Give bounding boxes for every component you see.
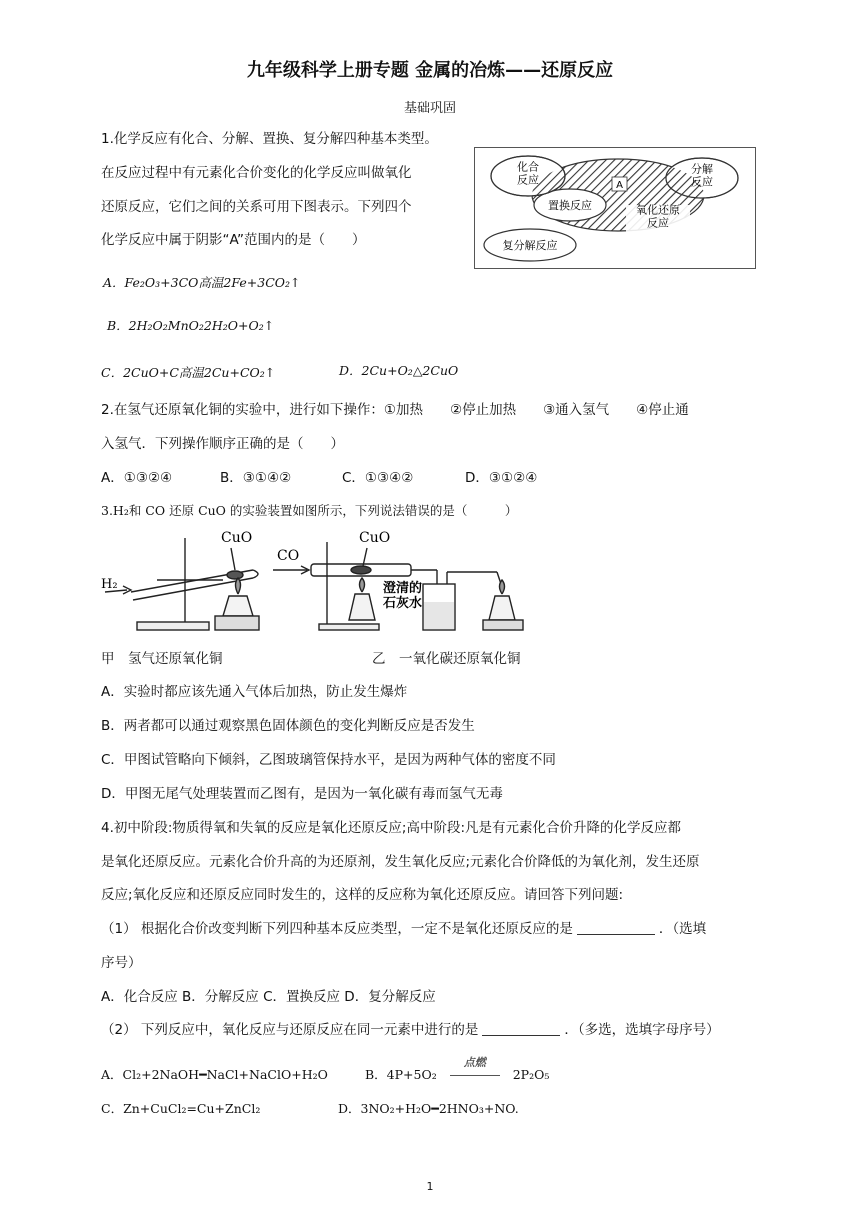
fig-label-h2: H₂ bbox=[101, 577, 118, 592]
section-subtitle: 基础巩固 bbox=[403, 101, 456, 116]
q1-option-d: D．2Cu+O₂△2CuO bbox=[339, 363, 459, 378]
q4-sub1-line bbox=[101, 920, 706, 938]
fig-label-co: CO bbox=[277, 548, 300, 564]
q4-sub2-tail: ．（多选，选填字母序号） bbox=[564, 1022, 720, 1038]
fig-label-cuo-1: CuO bbox=[221, 530, 253, 546]
q4-reaction-b-left: B．4P+5O₂ bbox=[365, 1067, 437, 1082]
fig-label-limewater: 澄清的石灰水 bbox=[383, 581, 423, 612]
q1-option-c: C．2CuO+C高温2Cu+CO₂↑ bbox=[101, 365, 276, 380]
q2-option-c: C．①③④② bbox=[342, 470, 414, 486]
diagram-label-zhihuan: 置换反应 bbox=[548, 199, 592, 212]
q3-option-d: D．甲图无尾气处理装置而乙图有，是因为一氧化碳有毒而氢气无毒 bbox=[101, 786, 503, 802]
q1-stem-line-4: 化学反应中属于阴影“A”范围内的是（ ） bbox=[101, 232, 366, 248]
q4-sub1-options: A．化合反应 B．分解反应 C．置换反应 D．复分解反应 bbox=[101, 989, 436, 1005]
q2-stem-line-1: 2.在氢气还原氧化铜的实验中，进行如下操作：①加热 ②停止加热 ③通入氢气 ④停止通 bbox=[101, 402, 689, 418]
q4-sub2-answer-blank[interactable] bbox=[482, 1022, 560, 1036]
q4-sub1-tail: ．（选填 bbox=[658, 921, 707, 937]
q3-option-c: C．甲图试管略向下倾斜，乙图玻璃管保持水平，是因为两种气体的密度不同 bbox=[101, 752, 556, 768]
q2-option-a: A．①③②④ bbox=[101, 470, 173, 486]
q1-option-b: B．2H₂O₂MnO₂2H₂O+O₂↑ bbox=[107, 318, 275, 333]
q4-sub1-text: （1） 根据化合价改变判断下列四种基本反应类型，一定不是氧化还原反应的是 bbox=[101, 921, 573, 937]
q4-reaction-c: C．Zn+CuCl₂=Cu+ZnCl₂ bbox=[101, 1101, 261, 1116]
q1-stem-line-3: 还原反应，它们之间的关系可用下图表示。下列四个 bbox=[101, 199, 412, 215]
q4-stem-line-2: 是氧化还原反应。元素化合价升高的为还原剂，发生氧化反应;元素化合价降低的为氧化剂，发生还原 bbox=[101, 854, 700, 870]
q4-sub1-answer-blank[interactable] bbox=[577, 921, 655, 935]
reaction-type-diagram bbox=[474, 147, 756, 269]
q4-reaction-b bbox=[365, 1056, 550, 1084]
q4-reaction-a: A．Cl₂+2NaOH━NaCl+NaClO+H₂O bbox=[101, 1067, 328, 1082]
q2-stem-line-2: 入氢气．下列操作顺序正确的是（ ） bbox=[101, 436, 344, 452]
q4-reaction-b-condition: 点燃 bbox=[463, 1056, 486, 1069]
q2-option-b: B．③①④② bbox=[220, 470, 292, 486]
q4-reaction-b-arrow bbox=[447, 1056, 503, 1084]
q3-option-b: B．两者都可以通过观察黑色固体颜色的变化判断反应是否发生 bbox=[101, 718, 475, 734]
q1-option-a: A．Fe₂O₃+3CO高温2Fe+3CO₂↑ bbox=[103, 275, 301, 290]
diagram-label-huahe: 化合反应 bbox=[517, 160, 539, 187]
q1-stem-line-1: 1.化学反应有化合、分解、置换、复分解四种基本类型。 bbox=[101, 131, 438, 147]
q1-stem-line-2: 在反应过程中有元素化合价变化的化学反应叫做氧化 bbox=[101, 165, 412, 181]
q3-stem: 3.H₂和 CO 还原 CuO 的实验装置如图所示，下列说法错误的是（ ） bbox=[101, 503, 518, 518]
q4-sub1-tail-line: 序号） bbox=[101, 955, 142, 971]
q3-caption-2: 乙 一氧化碳还原氧化铜 bbox=[372, 651, 521, 667]
q4-reaction-b-right: 2P₂O₅ bbox=[512, 1067, 550, 1082]
q4-reaction-d: D．3NO₂+H₂O━2HNO₃+NO. bbox=[338, 1101, 519, 1116]
q4-stem-line-3: 反应;氧化反应和还原反应同时发生的，这样的反应称为氧化还原反应。请回答下列问题: bbox=[101, 887, 624, 903]
q2-option-d: D．③①②④ bbox=[465, 470, 538, 486]
q3-apparatus-figure bbox=[97, 528, 537, 640]
q3-caption-1: 甲 氢气还原氧化铜 bbox=[101, 651, 223, 667]
page-title: 九年级科学上册专题 金属的冶炼——还原反应 bbox=[246, 60, 614, 81]
q4-sub2-line bbox=[101, 1021, 720, 1039]
q4-stem-line-1: 4.初中阶段:物质得氧和失氧的反应是氧化还原反应;高中阶段:凡是有元素化合价升降的化学反应都 bbox=[101, 820, 682, 836]
diagram-label-a: A bbox=[616, 180, 623, 191]
q3-option-a: A．实验时都应该先通入气体后加热，防止发生爆炸 bbox=[101, 684, 408, 700]
diagram-label-fenjie: 分解反应 bbox=[691, 162, 713, 189]
fig-label-cuo-2: CuO bbox=[359, 530, 391, 546]
diagram-label-fufenjie: 复分解反应 bbox=[502, 239, 558, 252]
q4-sub2-text: （2） 下列反应中，氧化反应与还原反应在同一元素中进行的是 bbox=[101, 1022, 479, 1038]
diagram-label-yanghua: 氧化还原反应 bbox=[636, 203, 680, 230]
page-number: 1 bbox=[426, 1180, 434, 1193]
